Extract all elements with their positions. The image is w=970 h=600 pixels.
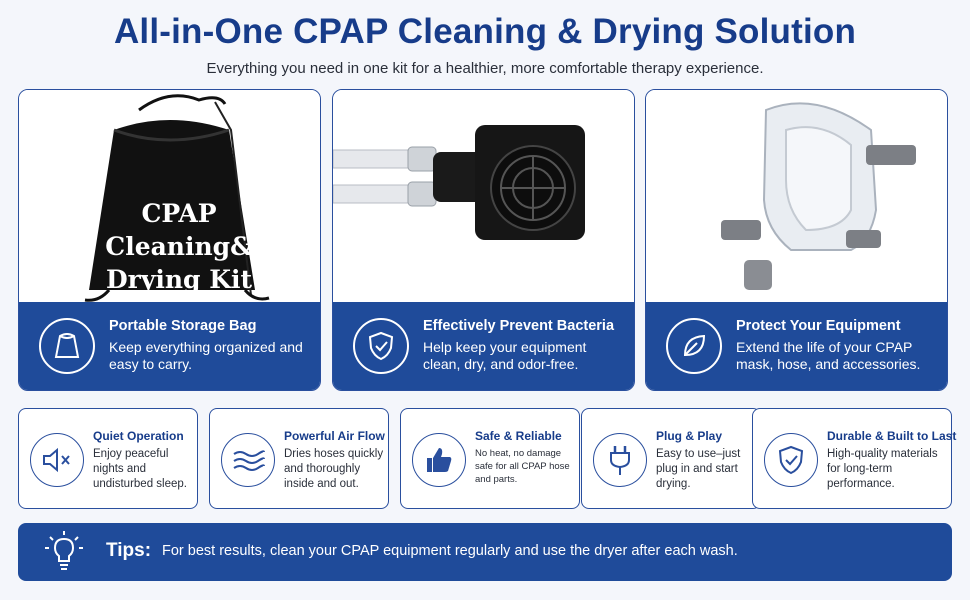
dryer-photo: [333, 90, 634, 302]
feature-powerful-air-flow: [209, 408, 389, 509]
card-title: Protect Your Equipment: [736, 318, 901, 334]
tips-bar: [18, 523, 952, 581]
feature-quiet-operation: [18, 408, 198, 509]
card-band: [19, 302, 320, 391]
feature-title: Plug & Play: [656, 429, 723, 443]
bag-label: [94, 197, 264, 296]
feature-durable: [752, 408, 957, 509]
card-title: Portable Storage Bag: [109, 318, 257, 334]
leaf-icon: [666, 318, 722, 374]
feature-title: Durable & Built to Last: [827, 429, 957, 443]
card-band: [646, 302, 947, 391]
shield-check-icon: [764, 433, 818, 487]
bag-label-line: CPAP: [141, 199, 217, 228]
card-prevent-bacteria: [332, 89, 635, 391]
feature-description: High-quality materials for long-term performance.: [827, 448, 938, 490]
shield-check-icon: [353, 318, 409, 374]
mask-photo: [646, 90, 947, 302]
bag-label-line: Cleaning&: [105, 232, 253, 261]
tips-label: Tips:: [106, 540, 152, 561]
feature-description: Easy to use–just plug in and start drying.: [656, 448, 741, 490]
drawstring-bag-icon: [39, 318, 95, 374]
cpap-mask-image: [646, 90, 948, 302]
page-title: All-in-One CPAP Cleaning & Drying Solution: [113, 12, 857, 51]
card-protect-equipment: [645, 89, 948, 391]
air-flow-icon: [221, 433, 275, 487]
feature-title: Powerful Air Flow: [284, 429, 385, 443]
card-description: Keep everything organized and easy to carry.: [109, 339, 303, 372]
card-title: Effectively Prevent Bacteria: [423, 318, 615, 334]
tips-text: For best results, clean your CPAP equipment regularly and use the dryer after each wash.: [162, 543, 738, 559]
card-description: Extend the life of your CPAP mask, hose, and accessories.: [736, 339, 921, 372]
feature-description: No heat, no damage safe for all CPAP hose and parts.: [475, 448, 570, 485]
speaker-mute-icon: [30, 433, 84, 487]
bag-label-line: Drying Kit: [105, 265, 252, 294]
feature-safe-reliable: [400, 408, 580, 509]
card-band: [333, 302, 634, 391]
lightbulb-icon: [42, 529, 86, 575]
dryer-hose-image: [333, 90, 635, 302]
page-subtitle: Everything you need in one kit for a healthier, more comfortable therapy experience.: [206, 60, 764, 77]
plug-icon: [593, 433, 647, 487]
feature-description: Enjoy peaceful nights and undisturbed sleep.: [93, 448, 187, 490]
feature-title: Safe & Reliable: [475, 429, 562, 443]
card-storage-bag: [18, 89, 321, 391]
feature-description: Dries hoses quickly and thoroughly inside and out.: [284, 448, 384, 490]
card-description: Help keep your equipment clean, dry, and odor-free.: [423, 339, 587, 372]
thumbs-up-icon: [412, 433, 466, 487]
feature-title: Quiet Operation: [93, 429, 184, 443]
feature-plug-play: [581, 408, 761, 509]
